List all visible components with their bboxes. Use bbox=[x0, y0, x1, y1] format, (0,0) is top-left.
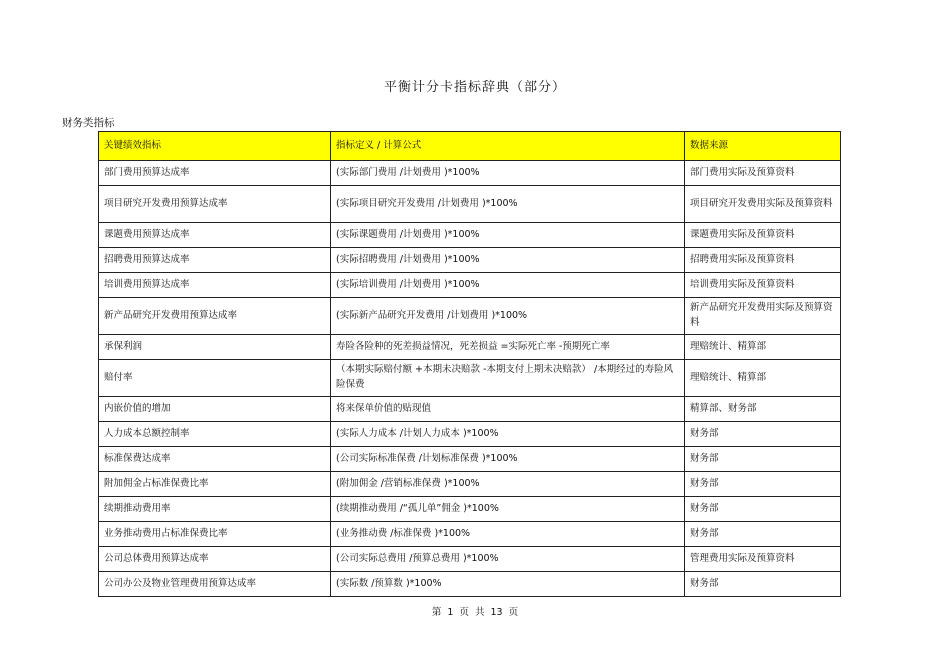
cell-formula: (实际培训费用 /计划费用 )*100% bbox=[331, 273, 685, 298]
cell-kpi: 续期推动费用率 bbox=[99, 497, 331, 522]
cell-formula: (实际新产品研究开发费用 /计划费用 )*100% bbox=[331, 298, 685, 335]
table-header-row bbox=[99, 132, 841, 161]
page-title: 平衡计分卡指标辞典（部分） bbox=[383, 80, 566, 95]
cell-kpi: 公司办公及物业管理费用预算达成率 bbox=[99, 572, 331, 597]
kpi-dictionary-table bbox=[98, 131, 841, 597]
cell-source: 理赔统计、精算部 bbox=[685, 335, 841, 360]
table-row bbox=[99, 161, 841, 186]
cell-source: 部门费用实际及预算资料 bbox=[685, 161, 841, 186]
table-row bbox=[99, 472, 841, 497]
header-kpi: 关键绩效指标 bbox=[99, 132, 331, 161]
cell-kpi: 培训费用预算达成率 bbox=[99, 273, 331, 298]
table-row bbox=[99, 397, 841, 422]
table-row bbox=[99, 335, 841, 360]
table-row bbox=[99, 547, 841, 572]
cell-source: 精算部、财务部 bbox=[685, 397, 841, 422]
page-footer: 第 1 页 共 13 页 bbox=[431, 607, 519, 618]
table-row bbox=[99, 360, 841, 397]
cell-source: 新产品研究开发费用实际及预算资料 bbox=[685, 298, 841, 335]
cell-formula: 将来保单价值的贴现值 bbox=[331, 397, 685, 422]
cell-source: 课题费用实际及预算资料 bbox=[685, 223, 841, 248]
cell-source: 财务部 bbox=[685, 472, 841, 497]
cell-kpi: 公司总体费用预算达成率 bbox=[99, 547, 331, 572]
cell-source: 财务部 bbox=[685, 422, 841, 447]
cell-kpi: 部门费用预算达成率 bbox=[99, 161, 331, 186]
cell-formula: (实际项目研究开发费用 /计划费用 )*100% bbox=[331, 186, 685, 223]
cell-formula: (附加佣金 /营销标准保费 )*100% bbox=[331, 472, 685, 497]
table-row bbox=[99, 497, 841, 522]
table-row bbox=[99, 522, 841, 547]
cell-formula: (实际人力成本 /计划人力成本 )*100% bbox=[331, 422, 685, 447]
cell-source: 财务部 bbox=[685, 497, 841, 522]
cell-kpi: 内嵌价值的增加 bbox=[99, 397, 331, 422]
table-row bbox=[99, 422, 841, 447]
cell-source: 培训费用实际及预算资料 bbox=[685, 273, 841, 298]
cell-source: 财务部 bbox=[685, 522, 841, 547]
cell-formula: (续期推动费用 /“孤儿单”佣金 )*100% bbox=[331, 497, 685, 522]
table-row bbox=[99, 572, 841, 597]
cell-source: 招聘费用实际及预算资料 bbox=[685, 248, 841, 273]
section-label: 财务类指标 bbox=[62, 117, 115, 129]
cell-source: 财务部 bbox=[685, 447, 841, 472]
cell-formula: (业务推动费 /标准保费 )*100% bbox=[331, 522, 685, 547]
cell-kpi: 项目研究开发费用预算达成率 bbox=[99, 186, 331, 223]
cell-formula: (实际部门费用 /计划费用 )*100% bbox=[331, 161, 685, 186]
cell-kpi: 赔付率 bbox=[99, 360, 331, 397]
cell-formula: (公司实际总费用 /预算总费用 )*100% bbox=[331, 547, 685, 572]
cell-source: 财务部 bbox=[685, 572, 841, 597]
cell-kpi: 附加佣金占标准保费比率 bbox=[99, 472, 331, 497]
table-row bbox=[99, 298, 841, 335]
table-row bbox=[99, 447, 841, 472]
cell-formula: 寿险各险种的死差损益情况，死差损益 =实际死亡率 -预期死亡率 bbox=[331, 335, 685, 360]
table-row bbox=[99, 223, 841, 248]
table-row bbox=[99, 273, 841, 298]
cell-formula: (公司实际标准保费 /计划标准保费 )*100% bbox=[331, 447, 685, 472]
cell-source: 项目研究开发费用实际及预算资料 bbox=[685, 186, 841, 223]
cell-kpi: 课题费用预算达成率 bbox=[99, 223, 331, 248]
cell-kpi: 新产品研究开发费用预算达成率 bbox=[99, 298, 331, 335]
cell-formula: （本期实际赔付额 +本期未决赔款 -本期支付上期未决赔款） /本期经过的寿险风险保费 bbox=[331, 360, 685, 397]
cell-kpi: 标准保费达成率 bbox=[99, 447, 331, 472]
cell-formula: (实际数 /预算数 )*100% bbox=[331, 572, 685, 597]
cell-source: 理赔统计、精算部 bbox=[685, 360, 841, 397]
table-row bbox=[99, 186, 841, 223]
cell-source: 管理费用实际及预算资料 bbox=[685, 547, 841, 572]
cell-kpi: 招聘费用预算达成率 bbox=[99, 248, 331, 273]
header-formula: 指标定义 / 计算公式 bbox=[331, 132, 685, 161]
cell-kpi: 人力成本总额控制率 bbox=[99, 422, 331, 447]
cell-kpi: 承保利润 bbox=[99, 335, 331, 360]
table-row bbox=[99, 248, 841, 273]
cell-kpi: 业务推动费用占标准保费比率 bbox=[99, 522, 331, 547]
header-source: 数据来源 bbox=[685, 132, 841, 161]
cell-formula: (实际招聘费用 /计划费用 )*100% bbox=[331, 248, 685, 273]
cell-formula: (实际课题费用 /计划费用 )*100% bbox=[331, 223, 685, 248]
